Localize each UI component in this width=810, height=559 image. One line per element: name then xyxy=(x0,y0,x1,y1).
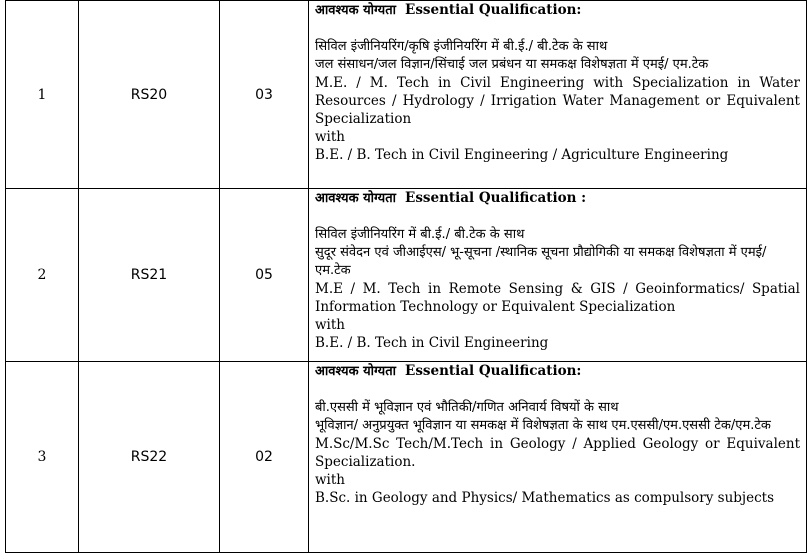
number-of-posts: 05 xyxy=(220,189,309,362)
hindi-specialization-text: सुदूर संवेदन एवं जीआईएस/ भू-सूचना /स्थानिक सूचना प्रौद्योगिकी या समकक्ष विशेषज्ञता में एमई/ एम.टेक xyxy=(315,245,767,278)
heading-hindi: आवश्यक योग्यता xyxy=(315,3,396,18)
heading-english: Essential Qualification : xyxy=(405,190,587,206)
table-row xyxy=(6,1,807,189)
qualification-heading xyxy=(315,1,800,20)
heading-english: Essential Qualification: xyxy=(405,363,582,379)
qualification-cell xyxy=(309,362,807,553)
english-specialization-text: M.E. / M. Tech in Civil Engineering with Specialization in Water Resources / Hydrology / Irrigation Water Management or Equivalent Specialization xyxy=(315,75,800,127)
qualification-cell xyxy=(309,1,807,189)
with-text: with xyxy=(315,317,345,333)
english-specialization-text: M.E / M. Tech in Remote Sensing & GIS / Geoinformatics/ Spatial Information Technology or Equivalent Specialization xyxy=(315,281,800,315)
heading-english: Essential Qualification: xyxy=(405,2,582,18)
heading-hindi: आवश्यक योग्यता xyxy=(315,364,396,379)
hindi-degree-text: सिविल इंजीनियरिंग में बी.ई./ बी.टेक के साथ xyxy=(315,227,525,242)
hindi-specialization-text: भूविज्ञान/ अनुप्रयुक्त भूविज्ञान या समकक्ष में विशेषज्ञता के साथ एम.एससी/एम.एससी टेक/एम.टेक xyxy=(315,418,771,433)
serial-number: 3 xyxy=(6,362,79,553)
serial-number: 1 xyxy=(6,1,79,189)
number-of-posts: 02 xyxy=(220,362,309,553)
qualification-heading xyxy=(315,189,800,208)
table-row xyxy=(6,362,807,553)
post-code: RS22 xyxy=(79,362,220,553)
english-degree-text: B.Sc. in Geology and Physics/ Mathematics as compulsory subjects xyxy=(315,490,775,506)
hindi-degree-text: बी.एससी में भूविज्ञान एवं भौतिकी/गणित अनिवार्य विषयों के साथ xyxy=(315,400,619,415)
post-code: RS20 xyxy=(79,1,220,189)
hindi-degree-text: सिविल इंजीनियरिंग/कृषि इंजीनियरिंग में बी.ई./ बी.टेक के साथ xyxy=(315,39,608,54)
qualification-heading xyxy=(315,362,800,381)
qualification-table xyxy=(5,0,807,553)
post-code: RS21 xyxy=(79,189,220,362)
english-specialization-text: M.Sc/M.Sc Tech/M.Tech in Geology / Applied Geology or Equivalent Specialization. xyxy=(315,436,800,470)
with-text: with xyxy=(315,472,345,488)
qualification-cell xyxy=(309,189,807,362)
with-text: with xyxy=(315,129,345,145)
english-degree-text: B.E. / B. Tech in Civil Engineering / Agriculture Engineering xyxy=(315,147,729,163)
heading-hindi: आवश्यक योग्यता xyxy=(315,191,396,206)
english-degree-text: B.E. / B. Tech in Civil Engineering xyxy=(315,335,549,351)
number-of-posts: 03 xyxy=(220,1,309,189)
serial-number: 2 xyxy=(6,189,79,362)
table-row xyxy=(6,189,807,362)
hindi-specialization-text: जल संसाधन/जल विज्ञान/सिंचाई जल प्रबंधन या समकक्ष विशेषज्ञता में एमई/ एम.टेक xyxy=(315,57,709,72)
